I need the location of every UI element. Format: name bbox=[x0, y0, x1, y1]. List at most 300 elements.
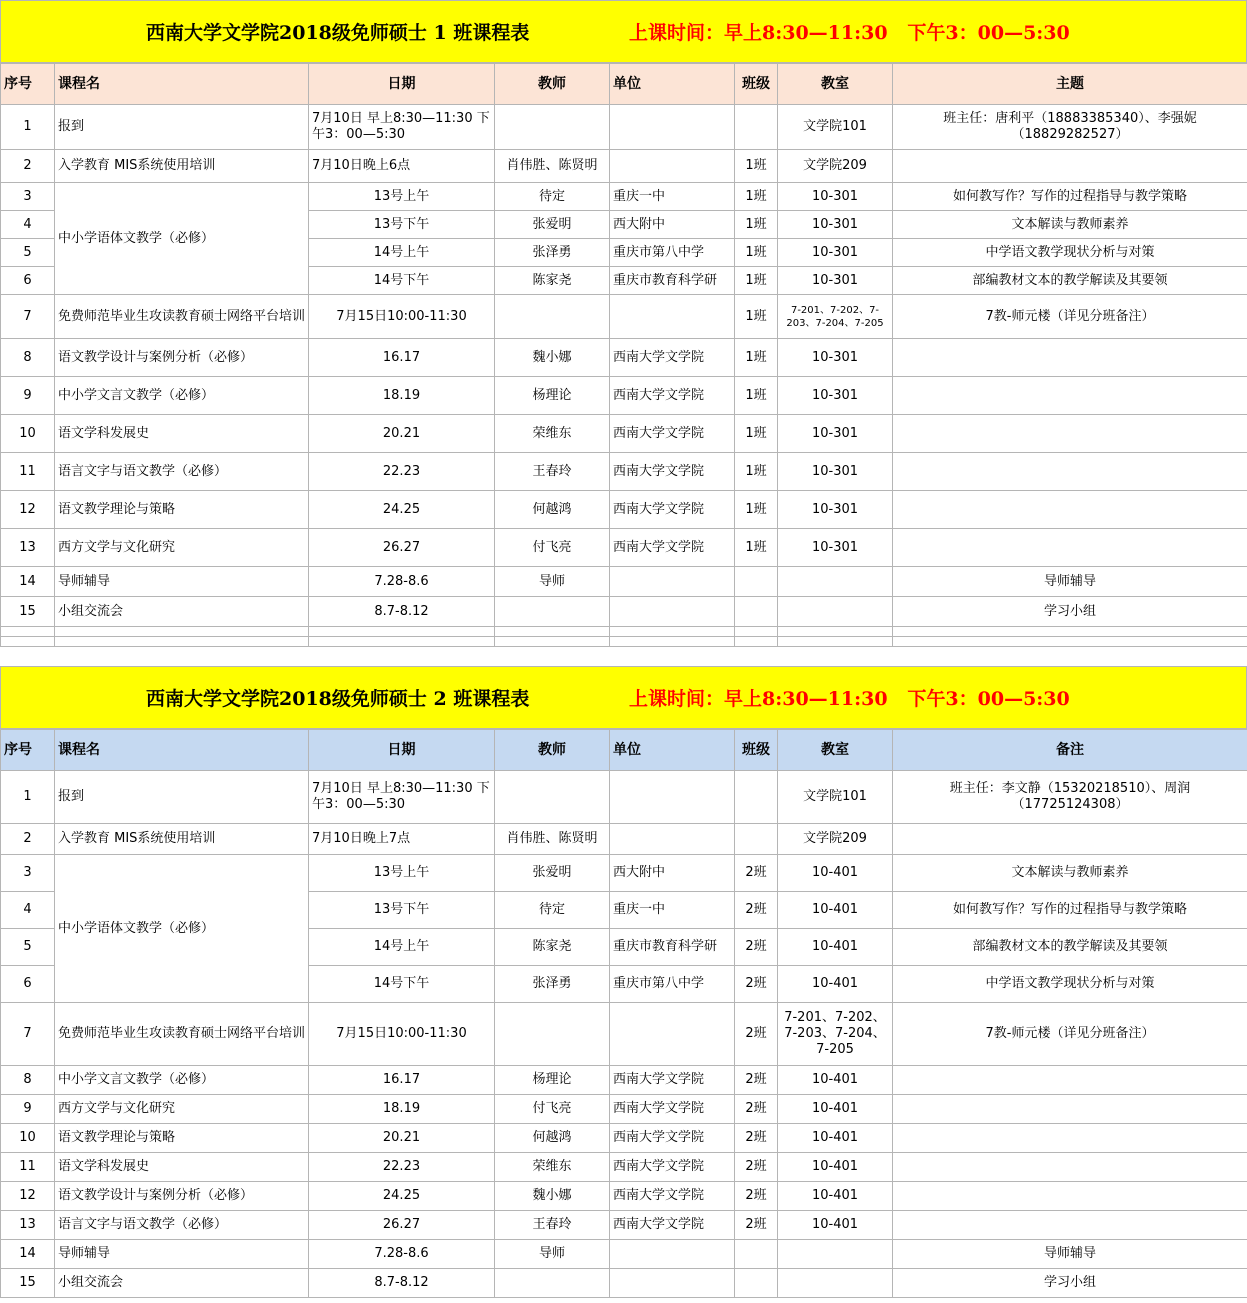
table-row bbox=[1, 183, 1247, 211]
column-header: 教师 bbox=[495, 64, 610, 105]
table-cell-date: 7月15日10:00-11:30 bbox=[309, 1003, 495, 1066]
table-cell-unit: 西南大学文学院 bbox=[610, 529, 735, 567]
empty-cell bbox=[610, 627, 735, 637]
table-cell-room: 10-401 bbox=[778, 1211, 893, 1240]
table-cell-topic: 中学语文教学现状分析与对策 bbox=[893, 239, 1247, 267]
table-cell-date: 26.27 bbox=[309, 529, 495, 567]
empty-cell bbox=[778, 627, 893, 637]
table-cell-topic bbox=[893, 1095, 1247, 1124]
table-cell-unit: 西南大学文学院 bbox=[610, 1182, 735, 1211]
table-cell-room: 10-301 bbox=[778, 453, 893, 491]
empty-cell bbox=[55, 627, 309, 637]
table-cell-date: 7月10日 早上8:30—11:30 下午3：00—5:30 bbox=[309, 105, 495, 150]
table-cell-date: 20.21 bbox=[309, 415, 495, 453]
table-cell-topic bbox=[893, 415, 1247, 453]
table-cell-cls: 2班 bbox=[735, 1003, 778, 1066]
table-cell-topic: 7教-师元楼（详见分班备注） bbox=[893, 1003, 1247, 1066]
table-row bbox=[1, 529, 1247, 567]
table-row bbox=[1, 1124, 1247, 1153]
table-row bbox=[1, 1003, 1247, 1066]
table-cell-course: 西方文学与文化研究 bbox=[55, 529, 309, 567]
table-cell-room bbox=[778, 567, 893, 597]
table-cell-teacher bbox=[495, 1269, 610, 1298]
header-row bbox=[1, 730, 1247, 771]
column-header: 日期 bbox=[309, 730, 495, 771]
table-cell-room bbox=[778, 1269, 893, 1298]
table-cell-unit bbox=[610, 597, 735, 627]
table-cell-unit: 西南大学文学院 bbox=[610, 1211, 735, 1240]
table-cell-teacher bbox=[495, 295, 610, 339]
table-cell-topic: 7教-师元楼（详见分班备注） bbox=[893, 295, 1247, 339]
table-cell-room: 10-401 bbox=[778, 1182, 893, 1211]
empty-row bbox=[1, 637, 1247, 647]
table-cell-room: 7-201、7-202、7-203、7-204、7-205 bbox=[778, 295, 893, 339]
table-cell-unit bbox=[610, 824, 735, 855]
table-cell-topic: 中学语文教学现状分析与对策 bbox=[893, 966, 1247, 1003]
column-header: 班级 bbox=[735, 730, 778, 771]
class2-title: 西南大学文学院2018级免师硕士 2 班课程表 bbox=[146, 688, 530, 710]
table-cell-no: 11 bbox=[1, 1153, 55, 1182]
class1-title: 西南大学文学院2018级免师硕士 1 班课程表 bbox=[146, 22, 530, 44]
table-cell-cls: 1班 bbox=[735, 183, 778, 211]
table-cell-no: 10 bbox=[1, 1124, 55, 1153]
table-cell-course: 语文教学设计与案例分析（必修） bbox=[55, 1182, 309, 1211]
table-cell-topic bbox=[893, 339, 1247, 377]
column-header: 序号 bbox=[1, 730, 55, 771]
table-cell-date: 18.19 bbox=[309, 1095, 495, 1124]
table-cell-date: 24.25 bbox=[309, 1182, 495, 1211]
table-cell-no: 14 bbox=[1, 1240, 55, 1269]
table-cell-course: 语文教学理论与策略 bbox=[55, 491, 309, 529]
table-cell-unit: 西南大学文学院 bbox=[610, 415, 735, 453]
table-cell-unit bbox=[610, 1269, 735, 1298]
table-cell-date: 16.17 bbox=[309, 339, 495, 377]
table-cell-course: 报到 bbox=[55, 771, 309, 824]
table-row bbox=[1, 1182, 1247, 1211]
table-cell-unit bbox=[610, 105, 735, 150]
empty-cell bbox=[495, 627, 610, 637]
table-cell-room bbox=[778, 1240, 893, 1269]
table-cell-room: 10-401 bbox=[778, 892, 893, 929]
column-header: 单位 bbox=[610, 64, 735, 105]
table-cell-room: 10-301 bbox=[778, 415, 893, 453]
table-cell-cls: 1班 bbox=[735, 339, 778, 377]
table-cell-unit bbox=[610, 150, 735, 183]
table-cell-teacher: 待定 bbox=[495, 183, 610, 211]
table-cell-unit bbox=[610, 295, 735, 339]
table-cell-course: 中小学语体文教学（必修） bbox=[55, 183, 309, 295]
column-header: 备注 bbox=[893, 730, 1247, 771]
table-cell-teacher: 杨理论 bbox=[495, 377, 610, 415]
table-cell-room: 7-201、7-202、7-203、7-204、7-205 bbox=[778, 1003, 893, 1066]
table-cell-unit: 西大附中 bbox=[610, 855, 735, 892]
table-cell-course: 中小学文言文教学（必修） bbox=[55, 1066, 309, 1095]
column-header: 教师 bbox=[495, 730, 610, 771]
table-cell-topic: 班主任：唐利平（18883385340）、李强妮（18829282527） bbox=[893, 105, 1247, 150]
empty-cell bbox=[1, 627, 55, 637]
column-header: 主题 bbox=[893, 64, 1247, 105]
table-cell-date: 13号上午 bbox=[309, 855, 495, 892]
table-cell-course: 导师辅导 bbox=[55, 567, 309, 597]
table-cell-teacher: 肖伟胜、陈贤明 bbox=[495, 824, 610, 855]
table-cell-teacher: 张泽勇 bbox=[495, 239, 610, 267]
table-row bbox=[1, 295, 1247, 339]
table-cell-cls: 2班 bbox=[735, 929, 778, 966]
table-cell-topic: 导师辅导 bbox=[893, 567, 1247, 597]
table-cell-unit: 西南大学文学院 bbox=[610, 1124, 735, 1153]
table-cell-topic: 如何教写作？写作的过程指导与教学策略 bbox=[893, 892, 1247, 929]
table-cell-room: 文学院209 bbox=[778, 150, 893, 183]
table-cell-date: 22.23 bbox=[309, 1153, 495, 1182]
table-cell-topic bbox=[893, 491, 1247, 529]
table-cell-course: 语文教学理论与策略 bbox=[55, 1124, 309, 1153]
table-cell-no: 1 bbox=[1, 105, 55, 150]
table-cell-topic bbox=[893, 1211, 1247, 1240]
table-cell-room: 10-401 bbox=[778, 1153, 893, 1182]
table-row bbox=[1, 1240, 1247, 1269]
table-cell-date: 7.28-8.6 bbox=[309, 567, 495, 597]
table-cell-date: 7月10日 早上8:30—11:30 下午3：00—5:30 bbox=[309, 771, 495, 824]
table-row bbox=[1, 1153, 1247, 1182]
table-cell-no: 9 bbox=[1, 1095, 55, 1124]
table-cell-room: 10-301 bbox=[778, 267, 893, 295]
table-cell-room: 10-301 bbox=[778, 211, 893, 239]
table-cell-cls bbox=[735, 105, 778, 150]
table-cell-date: 8.7-8.12 bbox=[309, 1269, 495, 1298]
table-cell-no: 9 bbox=[1, 377, 55, 415]
table-cell-course: 语文学科发展史 bbox=[55, 415, 309, 453]
table-cell-room: 10-301 bbox=[778, 491, 893, 529]
table-cell-teacher: 何越鸿 bbox=[495, 1124, 610, 1153]
table-cell-room bbox=[778, 597, 893, 627]
table-cell-cls bbox=[735, 1269, 778, 1298]
table-cell-no: 2 bbox=[1, 824, 55, 855]
table-cell-room: 10-401 bbox=[778, 1095, 893, 1124]
table-cell-topic bbox=[893, 377, 1247, 415]
table-cell-unit: 重庆市教育科学研 bbox=[610, 929, 735, 966]
table-cell-room: 10-401 bbox=[778, 966, 893, 1003]
table-cell-teacher: 付飞亮 bbox=[495, 529, 610, 567]
table-cell-topic: 文本解读与教师素养 bbox=[893, 211, 1247, 239]
table-cell-no: 7 bbox=[1, 295, 55, 339]
table-cell-unit bbox=[610, 1240, 735, 1269]
table-cell-teacher bbox=[495, 1003, 610, 1066]
table-cell-room: 文学院101 bbox=[778, 771, 893, 824]
table-cell-cls: 2班 bbox=[735, 1124, 778, 1153]
table-cell-teacher: 魏小娜 bbox=[495, 339, 610, 377]
table-cell-teacher bbox=[495, 597, 610, 627]
table-cell-cls: 1班 bbox=[735, 295, 778, 339]
table-cell-teacher: 张爱明 bbox=[495, 211, 610, 239]
table-row bbox=[1, 771, 1247, 824]
table-cell-course: 免费师范毕业生攻读教育硕士网络平台培训 bbox=[55, 295, 309, 339]
table-cell-room: 文学院101 bbox=[778, 105, 893, 150]
table-cell-cls bbox=[735, 567, 778, 597]
table-cell-cls bbox=[735, 771, 778, 824]
table-row bbox=[1, 377, 1247, 415]
table-cell-teacher: 肖伟胜、陈贤明 bbox=[495, 150, 610, 183]
table-cell-teacher: 导师 bbox=[495, 1240, 610, 1269]
empty-cell bbox=[495, 637, 610, 647]
table-cell-cls: 1班 bbox=[735, 377, 778, 415]
table-cell-no: 15 bbox=[1, 597, 55, 627]
table-cell-unit bbox=[610, 567, 735, 597]
table-cell-date: 24.25 bbox=[309, 491, 495, 529]
table-cell-topic bbox=[893, 1182, 1247, 1211]
class1-title-bar bbox=[0, 0, 1247, 63]
table-row bbox=[1, 1066, 1247, 1095]
table-cell-no: 6 bbox=[1, 966, 55, 1003]
table-cell-cls bbox=[735, 597, 778, 627]
table-row bbox=[1, 339, 1247, 377]
table-cell-room: 10-401 bbox=[778, 855, 893, 892]
table-cell-cls: 1班 bbox=[735, 150, 778, 183]
table-cell-teacher: 魏小娜 bbox=[495, 1182, 610, 1211]
table-cell-date: 14号下午 bbox=[309, 966, 495, 1003]
table-cell-cls bbox=[735, 1240, 778, 1269]
table-cell-teacher: 陈家尧 bbox=[495, 929, 610, 966]
table-cell-cls: 2班 bbox=[735, 1182, 778, 1211]
table-row bbox=[1, 597, 1247, 627]
empty-cell bbox=[1, 637, 55, 647]
table-cell-cls: 1班 bbox=[735, 239, 778, 267]
table-cell-date: 14号上午 bbox=[309, 239, 495, 267]
table-cell-no: 7 bbox=[1, 1003, 55, 1066]
table-cell-unit: 重庆市第八中学 bbox=[610, 239, 735, 267]
table-cell-date: 8.7-8.12 bbox=[309, 597, 495, 627]
table-cell-unit bbox=[610, 1003, 735, 1066]
empty-cell bbox=[309, 637, 495, 647]
table-cell-teacher: 陈家尧 bbox=[495, 267, 610, 295]
class1-table bbox=[0, 63, 1247, 647]
table-cell-no: 1 bbox=[1, 771, 55, 824]
empty-cell bbox=[893, 637, 1247, 647]
table-cell-teacher: 待定 bbox=[495, 892, 610, 929]
table-row bbox=[1, 1269, 1247, 1298]
table-cell-unit: 西南大学文学院 bbox=[610, 453, 735, 491]
table-cell-topic: 班主任：李文静（15320218510）、周润（17725124308） bbox=[893, 771, 1247, 824]
table-cell-cls: 2班 bbox=[735, 966, 778, 1003]
table-cell-room: 10-401 bbox=[778, 1124, 893, 1153]
table-cell-no: 5 bbox=[1, 929, 55, 966]
empty-cell bbox=[778, 637, 893, 647]
empty-cell bbox=[735, 627, 778, 637]
table-cell-no: 2 bbox=[1, 150, 55, 183]
table-cell-unit: 西大附中 bbox=[610, 211, 735, 239]
table-cell-date: 13号下午 bbox=[309, 892, 495, 929]
table-cell-cls: 2班 bbox=[735, 1211, 778, 1240]
table-cell-course: 西方文学与文化研究 bbox=[55, 1095, 309, 1124]
table-cell-cls: 1班 bbox=[735, 211, 778, 239]
empty-cell bbox=[893, 627, 1247, 637]
table-cell-teacher: 杨理论 bbox=[495, 1066, 610, 1095]
table-cell-cls: 1班 bbox=[735, 491, 778, 529]
table-cell-date: 16.17 bbox=[309, 1066, 495, 1095]
table-cell-course: 导师辅导 bbox=[55, 1240, 309, 1269]
table-cell-cls: 2班 bbox=[735, 855, 778, 892]
table-cell-date: 14号上午 bbox=[309, 929, 495, 966]
table-cell-course: 小组交流会 bbox=[55, 1269, 309, 1298]
table-cell-teacher: 何越鸿 bbox=[495, 491, 610, 529]
table-cell-no: 13 bbox=[1, 529, 55, 567]
table-cell-date: 20.21 bbox=[309, 1124, 495, 1153]
table-row bbox=[1, 567, 1247, 597]
table-cell-cls: 2班 bbox=[735, 1153, 778, 1182]
table-cell-date: 22.23 bbox=[309, 453, 495, 491]
table-cell-unit: 西南大学文学院 bbox=[610, 377, 735, 415]
table-row bbox=[1, 415, 1247, 453]
table-cell-unit: 西南大学文学院 bbox=[610, 491, 735, 529]
table-cell-course: 报到 bbox=[55, 105, 309, 150]
table-cell-date: 26.27 bbox=[309, 1211, 495, 1240]
table-cell-unit: 西南大学文学院 bbox=[610, 1153, 735, 1182]
table-cell-course: 入学教育 MIS系统使用培训 bbox=[55, 150, 309, 183]
table-row bbox=[1, 105, 1247, 150]
table-cell-unit: 西南大学文学院 bbox=[610, 1066, 735, 1095]
table-cell-cls: 1班 bbox=[735, 453, 778, 491]
empty-row bbox=[1, 627, 1247, 637]
table-cell-cls: 2班 bbox=[735, 1066, 778, 1095]
class2-table bbox=[0, 729, 1247, 1298]
table-row bbox=[1, 1211, 1247, 1240]
table-cell-no: 14 bbox=[1, 567, 55, 597]
table-cell-no: 4 bbox=[1, 892, 55, 929]
column-header: 日期 bbox=[309, 64, 495, 105]
table-cell-room: 文学院209 bbox=[778, 824, 893, 855]
table-cell-topic bbox=[893, 453, 1247, 491]
table-cell-room: 10-301 bbox=[778, 529, 893, 567]
table-cell-topic bbox=[893, 1066, 1247, 1095]
header-row bbox=[1, 64, 1247, 105]
table-cell-no: 4 bbox=[1, 211, 55, 239]
table-cell-course: 免费师范毕业生攻读教育硕士网络平台培训 bbox=[55, 1003, 309, 1066]
class2-time: 上课时间：早上8:30—11:30 下午3：00—5:30 bbox=[629, 688, 1070, 710]
table-cell-date: 7.28-8.6 bbox=[309, 1240, 495, 1269]
table-cell-teacher: 王春玲 bbox=[495, 1211, 610, 1240]
empty-cell bbox=[610, 637, 735, 647]
table-cell-topic: 如何教写作？写作的过程指导与教学策略 bbox=[893, 183, 1247, 211]
table-cell-date: 13号上午 bbox=[309, 183, 495, 211]
table-cell-no: 8 bbox=[1, 339, 55, 377]
table-cell-topic bbox=[893, 1124, 1247, 1153]
table-cell-teacher: 张泽勇 bbox=[495, 966, 610, 1003]
column-header: 课程名 bbox=[55, 64, 309, 105]
table-row bbox=[1, 824, 1247, 855]
table-cell-date: 7月15日10:00-11:30 bbox=[309, 295, 495, 339]
table-row bbox=[1, 453, 1247, 491]
table-cell-topic bbox=[893, 824, 1247, 855]
table-cell-topic bbox=[893, 150, 1247, 183]
table-cell-cls: 2班 bbox=[735, 1095, 778, 1124]
table-cell-no: 8 bbox=[1, 1066, 55, 1095]
class1-time: 上课时间：早上8:30—11:30 下午3：00—5:30 bbox=[629, 22, 1070, 44]
table-cell-topic: 部编教材文本的教学解读及其要领 bbox=[893, 267, 1247, 295]
table-cell-date: 7月10日晚上7点 bbox=[309, 824, 495, 855]
table-cell-no: 11 bbox=[1, 453, 55, 491]
table-cell-course: 中小学语体文教学（必修） bbox=[55, 855, 309, 1003]
table-cell-date: 14号下午 bbox=[309, 267, 495, 295]
class2-title-bar bbox=[0, 666, 1247, 729]
table-cell-unit: 西南大学文学院 bbox=[610, 339, 735, 377]
column-header: 教室 bbox=[778, 64, 893, 105]
table-cell-no: 3 bbox=[1, 183, 55, 211]
column-header: 单位 bbox=[610, 730, 735, 771]
table-cell-room: 10-301 bbox=[778, 339, 893, 377]
table-cell-no: 6 bbox=[1, 267, 55, 295]
table-cell-cls: 1班 bbox=[735, 415, 778, 453]
table-cell-unit bbox=[610, 771, 735, 824]
table-cell-topic: 导师辅导 bbox=[893, 1240, 1247, 1269]
table-cell-teacher: 王春玲 bbox=[495, 453, 610, 491]
table-cell-room: 10-301 bbox=[778, 377, 893, 415]
table-cell-room: 10-301 bbox=[778, 239, 893, 267]
table-cell-cls: 1班 bbox=[735, 529, 778, 567]
table-cell-course: 语文教学设计与案例分析（必修） bbox=[55, 339, 309, 377]
table-cell-unit: 重庆市教育科学研 bbox=[610, 267, 735, 295]
table-cell-no: 3 bbox=[1, 855, 55, 892]
table-cell-teacher bbox=[495, 771, 610, 824]
table-cell-teacher: 张爱明 bbox=[495, 855, 610, 892]
table-row bbox=[1, 855, 1247, 892]
column-header: 课程名 bbox=[55, 730, 309, 771]
table-cell-topic: 部编教材文本的教学解读及其要领 bbox=[893, 929, 1247, 966]
table-cell-room: 10-301 bbox=[778, 183, 893, 211]
column-header: 班级 bbox=[735, 64, 778, 105]
table-cell-no: 15 bbox=[1, 1269, 55, 1298]
empty-cell bbox=[55, 637, 309, 647]
table-row bbox=[1, 491, 1247, 529]
table-cell-topic: 学习小组 bbox=[893, 1269, 1247, 1298]
table-cell-date: 18.19 bbox=[309, 377, 495, 415]
table-cell-teacher: 荣维东 bbox=[495, 1153, 610, 1182]
table-cell-course: 语言文字与语文教学（必修） bbox=[55, 453, 309, 491]
table-cell-teacher bbox=[495, 105, 610, 150]
table-cell-room: 10-401 bbox=[778, 1066, 893, 1095]
table-cell-date: 7月10日晚上6点 bbox=[309, 150, 495, 183]
table-cell-no: 13 bbox=[1, 1211, 55, 1240]
table-row bbox=[1, 150, 1247, 183]
table-cell-topic bbox=[893, 529, 1247, 567]
table-cell-course: 入学教育 MIS系统使用培训 bbox=[55, 824, 309, 855]
table-cell-topic: 文本解读与教师素养 bbox=[893, 855, 1247, 892]
table-cell-no: 12 bbox=[1, 1182, 55, 1211]
table-cell-date: 13号下午 bbox=[309, 211, 495, 239]
table-row bbox=[1, 1095, 1247, 1124]
column-header: 序号 bbox=[1, 64, 55, 105]
table-cell-course: 语言文字与语文教学（必修） bbox=[55, 1211, 309, 1240]
column-header: 教室 bbox=[778, 730, 893, 771]
table-cell-course: 小组交流会 bbox=[55, 597, 309, 627]
table-cell-unit: 重庆一中 bbox=[610, 183, 735, 211]
table-cell-unit: 重庆一中 bbox=[610, 892, 735, 929]
empty-cell bbox=[309, 627, 495, 637]
empty-cell bbox=[735, 637, 778, 647]
table-cell-cls: 2班 bbox=[735, 892, 778, 929]
table-cell-teacher: 付飞亮 bbox=[495, 1095, 610, 1124]
table-cell-cls: 1班 bbox=[735, 267, 778, 295]
table-cell-teacher: 荣维东 bbox=[495, 415, 610, 453]
table-cell-no: 12 bbox=[1, 491, 55, 529]
table-cell-teacher: 导师 bbox=[495, 567, 610, 597]
table-cell-course: 中小学文言文教学（必修） bbox=[55, 377, 309, 415]
table-cell-topic bbox=[893, 1153, 1247, 1182]
table-cell-topic: 学习小组 bbox=[893, 597, 1247, 627]
table-cell-unit: 重庆市第八中学 bbox=[610, 966, 735, 1003]
table-cell-no: 5 bbox=[1, 239, 55, 267]
table-cell-room: 10-401 bbox=[778, 929, 893, 966]
table-cell-no: 10 bbox=[1, 415, 55, 453]
table-cell-course: 语文学科发展史 bbox=[55, 1153, 309, 1182]
